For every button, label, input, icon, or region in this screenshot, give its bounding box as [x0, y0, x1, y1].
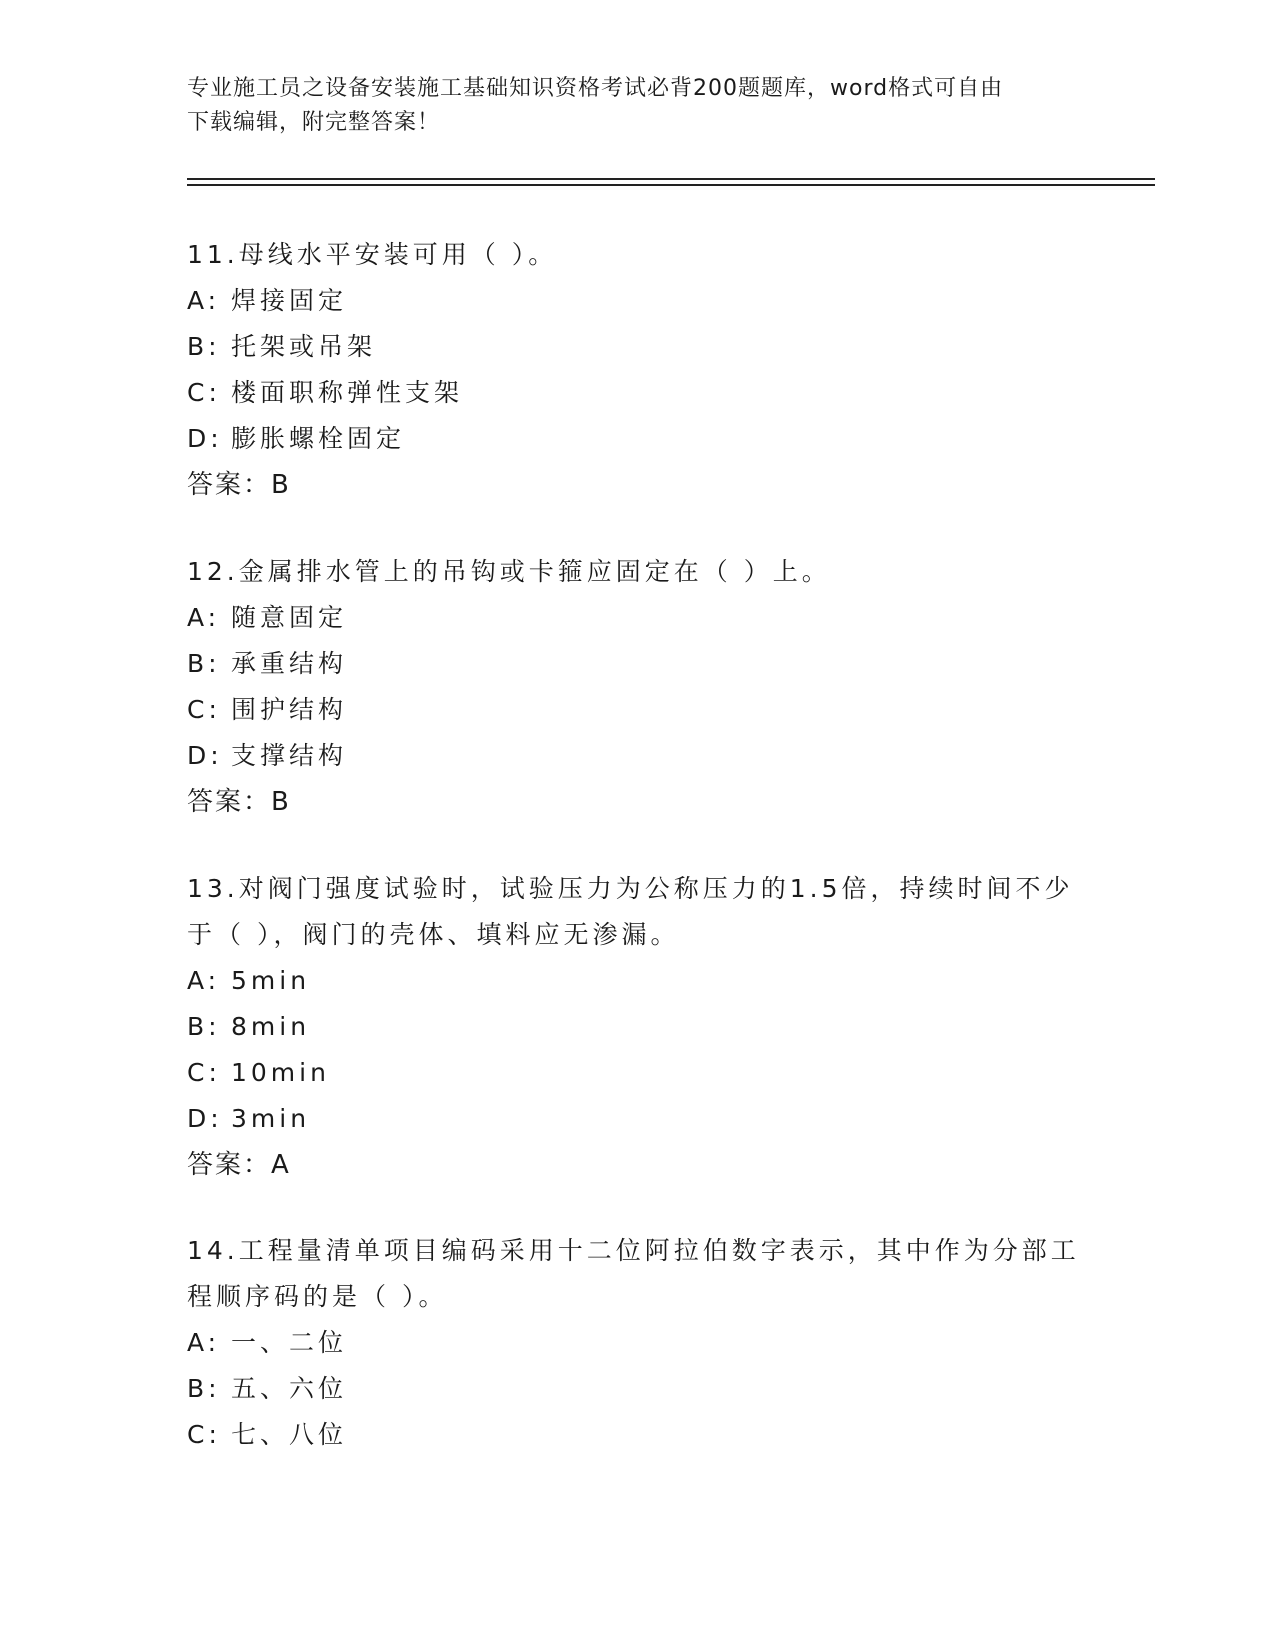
option-c: C: 10min	[187, 1058, 330, 1087]
option-b: B: 8min	[187, 1012, 311, 1041]
option-b: B: 五、六位	[187, 1374, 348, 1403]
question-text: 12.金属排水管上的吊钩或卡箍应固定在（ ）上。	[187, 557, 831, 586]
option-a: A: 5min	[187, 966, 311, 995]
header-line-1: 专业施工员之设备安装施工基础知识资格考试必背200题题库，word格式可自由	[187, 76, 1004, 101]
option-d: D: 3min	[187, 1104, 311, 1133]
document-header	[187, 72, 1087, 140]
question-12	[187, 549, 1087, 825]
answer-line: 答案：A	[187, 1150, 291, 1180]
answer-line: 答案：B	[187, 470, 291, 500]
option-c: C: 七、八位	[187, 1420, 348, 1449]
question-11	[187, 232, 1087, 508]
option-a: A: 一、二位	[187, 1328, 348, 1357]
header-line-2: 下载编辑，附完整答案！	[187, 110, 441, 135]
option-c: C: 围护结构	[187, 695, 348, 724]
option-b: B: 承重结构	[187, 649, 348, 678]
question-text: 11.母线水平安装可用（ ）。	[187, 240, 558, 269]
header-divider-bottom	[187, 184, 1155, 186]
question-text: 13.对阀门强度试验时，试验压力为公称压力的1.5倍，持续时间不少于（ ），阀门的壳体、填料应无渗漏。	[187, 874, 1074, 949]
option-d: D: 膨胀螺栓固定	[187, 424, 406, 453]
question-14	[187, 1228, 1087, 1458]
option-a: A: 随意固定	[187, 603, 348, 632]
option-c: C: 楼面职称弹性支架	[187, 378, 464, 407]
question-13	[187, 866, 1087, 1188]
question-text: 14.工程量清单项目编码采用十二位阿拉伯数字表示，其中作为分部工程顺序码的是（ ）。	[187, 1236, 1080, 1311]
option-a: A: 焊接固定	[187, 286, 348, 315]
answer-line: 答案：B	[187, 787, 291, 817]
header-divider-top	[187, 178, 1155, 180]
option-d: D: 支撑结构	[187, 741, 348, 770]
option-b: B: 托架或吊架	[187, 332, 377, 361]
